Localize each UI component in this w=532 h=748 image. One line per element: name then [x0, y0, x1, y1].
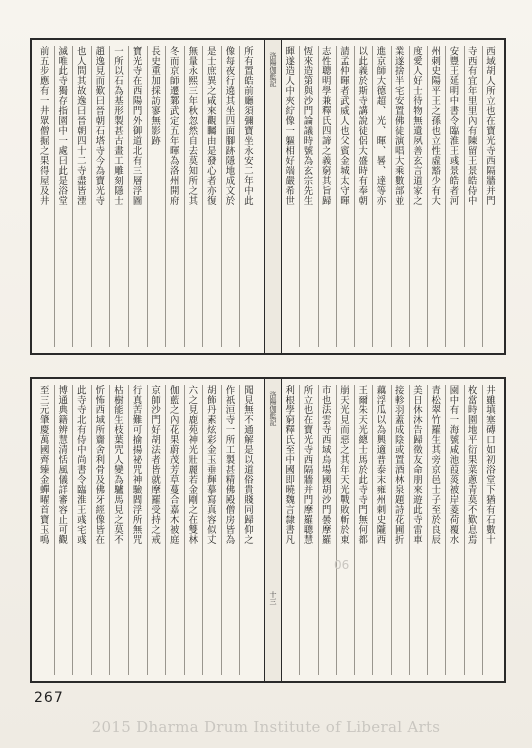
column-text: 寶光寺在西陽門外御道北有三層浮圖 [130, 46, 142, 206]
text-column [482, 385, 500, 675]
column-text: 西域胡人所立也在寶光寺西隔牆并門 [484, 46, 495, 206]
column-text: 像每夜行遶其坐四面腳跡隱地成文於 [223, 46, 235, 206]
column-text: 行真苦難可揄揚祕咒神驗閻浮所無咒 [130, 385, 142, 545]
column-text: 利根學窮釋氏至中國即曉魏言隸書凡 [283, 385, 295, 545]
text-column [184, 385, 203, 675]
column-text: 度愛人好士待物無遺夙善玄言道家之 [411, 46, 422, 206]
column-text: 以此義於斯寺講說徒侶大盛時有奉朝 [356, 46, 368, 206]
text-column [427, 385, 445, 675]
column-text: 聞見無不通解是以道俗貴賤同歸仰之 [242, 385, 253, 545]
text-column [202, 46, 221, 347]
text-column [318, 46, 336, 347]
text-column [239, 46, 258, 347]
column-text: 青松翠竹羅生其旁京邑士子至於良辰 [429, 385, 441, 545]
column-text: 作祇洹寺一所工製甚精佛殿僧房皆為 [223, 385, 235, 545]
column-text: 伽藍之內花果蔚茂芳草蔓合嘉木被庭 [167, 385, 179, 545]
text-column [299, 46, 317, 347]
text-column [299, 385, 317, 675]
column-text: 寺西有宜年里里內有陳留王景皓侍中 [465, 46, 477, 206]
column-text: 州刺史陽平王之孫也立性虛豁少有大 [429, 46, 441, 206]
column-text: 業遂捨半宅安置佛徒演唱大乘數部並 [392, 46, 404, 206]
text-column [165, 46, 184, 347]
text-column [147, 385, 166, 675]
text-column [391, 385, 409, 675]
text-column [354, 46, 372, 347]
text-column [54, 385, 73, 675]
column-text: 此寺寺北有侍中尚書令臨淮王彧宅彧 [74, 385, 86, 545]
column-text: 井雖填塞磚口如初浴堂下猶有石數十 [484, 385, 495, 545]
top-fold-margin [264, 40, 282, 353]
column-text: 志性聰明學兼釋氏四諦之義窮其旨歸 [319, 46, 331, 206]
column-text: 所有置皓前廳須彌寶坐永安二年中此 [242, 46, 253, 206]
column-text: 美日休沐告歸徵友命朋來遊此寺雷車 [411, 385, 422, 545]
column-text: 前五步應有一井眾僧掘之果得屋及井 [37, 46, 49, 206]
bottom-right-text-block [282, 385, 500, 675]
text-column [391, 46, 409, 347]
column-text: 胡飾丹素炫彩金玉垂輝摹寫真容似丈 [204, 385, 216, 545]
column-text: 枚當時園地平衍果菜蔥青莫不歎息焉 [465, 385, 477, 545]
top-fold-title: 洛陽伽藍記 [269, 52, 277, 87]
text-column [221, 385, 240, 675]
text-column [72, 46, 91, 347]
bottom-fold-title: 洛陽伽藍記 [269, 391, 277, 426]
bottom-page-spread [30, 377, 506, 683]
page-number: 267 [34, 690, 64, 706]
column-text: 至三元肇慶萬國齊臻金蟬曜首寶玉鳴 [37, 385, 49, 545]
text-column [354, 385, 372, 675]
column-text: 趙逸見而歎曰晉朝石塔寺今為寶光寺 [93, 46, 105, 206]
text-column [91, 46, 110, 347]
column-text: 也人問其故逸曰晉朝四十二寺盡皆湮 [74, 46, 86, 206]
text-column [165, 385, 184, 675]
text-column [91, 385, 110, 675]
column-text: 忻怖西域所齎舍利骨及佛牙經像皆在 [93, 385, 105, 545]
text-column [184, 46, 203, 347]
text-column [147, 46, 166, 347]
column-text: 市也法雲寺西域烏場國胡沙門曇摩羅 [319, 385, 331, 545]
text-column [282, 46, 299, 347]
text-column [409, 46, 427, 347]
column-text: 六之見鹿苑神光壯麗若金剛之在雙林 [186, 385, 198, 545]
text-column [221, 46, 240, 347]
column-text: 藕浮瓜以為興適普泰末雍州刺史隴西 [374, 385, 386, 545]
text-column [445, 385, 463, 675]
text-column [372, 385, 390, 675]
column-text: 京師沙門好胡法者皆就摩羅受持之戒 [149, 385, 161, 545]
column-text: 無量永熙三年秋忽然自去莫知所之其 [186, 46, 198, 206]
text-column [464, 46, 482, 347]
column-text: 恆來造第與沙門論議時號為玄宗先生 [301, 46, 313, 206]
text-column [128, 46, 147, 347]
column-text: 進京師大德超、光、暉、晷、達等亦 [374, 46, 386, 206]
text-column [282, 385, 299, 675]
column-text: 請孟仲暉者武威人也父賓金城太守暉 [338, 46, 349, 206]
text-column [36, 46, 54, 347]
column-text: 暉遂造人中夾紵像一軀相好端嚴希世 [283, 46, 295, 206]
column-text: 王爾朱天光總士馬於此寺寺門無何都 [356, 385, 368, 545]
bottom-fold-margin [264, 379, 282, 681]
text-column [128, 385, 147, 675]
top-left-text-block [36, 46, 258, 347]
text-column [464, 385, 482, 675]
column-text: 所立也在寶光寺西隔牆并門摩羅聰慧 [301, 385, 313, 545]
text-column [202, 385, 221, 675]
bottom-folio: 十三 [269, 591, 277, 605]
text-column [54, 46, 73, 347]
watermark: 2015 Dharma Drum Institute of Liberal Arts [91, 718, 441, 736]
text-column [482, 46, 500, 347]
column-text: 接軫羽蓋成陰或置酒林泉題詩花圃折 [392, 385, 404, 545]
column-text: 長史重加採訪寥無影跡 [149, 46, 161, 146]
column-text: 枯樹能生枝葉咒人變為驢馬見之莫不 [111, 385, 123, 545]
top-page-spread [30, 38, 506, 355]
column-text: 一所以石為基形製甚古畫工雕刻隱士 [111, 46, 123, 206]
text-column [109, 385, 128, 675]
column-text: 滅唯此寺獨存指園中一處曰此是浴堂 [56, 46, 68, 206]
column-text: 博通典籍辨慧清恬風儀詳審容止可觀 [56, 385, 68, 545]
text-column [72, 385, 91, 675]
text-column [445, 46, 463, 347]
column-text: 冬而京師遷鄴武定五年暉為洛州開府 [167, 46, 179, 206]
text-column [372, 46, 390, 347]
text-column [318, 385, 336, 675]
column-text: 是士庶異之咸來觀矚由是發心者亦復 [204, 46, 216, 206]
bottom-left-text-block [36, 385, 258, 675]
column-text: 崩天光見而惡之其年天光戰敗斬於東 [338, 385, 349, 545]
text-column [336, 46, 354, 347]
column-text: 安豐王延明中書令臨淮王彧景皓者河 [447, 46, 459, 206]
text-column [109, 46, 128, 347]
text-column [36, 385, 54, 675]
top-right-text-block [282, 46, 500, 347]
text-column [409, 385, 427, 675]
text-column [239, 385, 258, 675]
text-column [427, 46, 445, 347]
column-text: 園中有一海號咸池葭菼被岸菱荷覆水 [447, 385, 459, 545]
text-column [336, 385, 354, 675]
scan-stamp-number: 06 [334, 558, 350, 572]
